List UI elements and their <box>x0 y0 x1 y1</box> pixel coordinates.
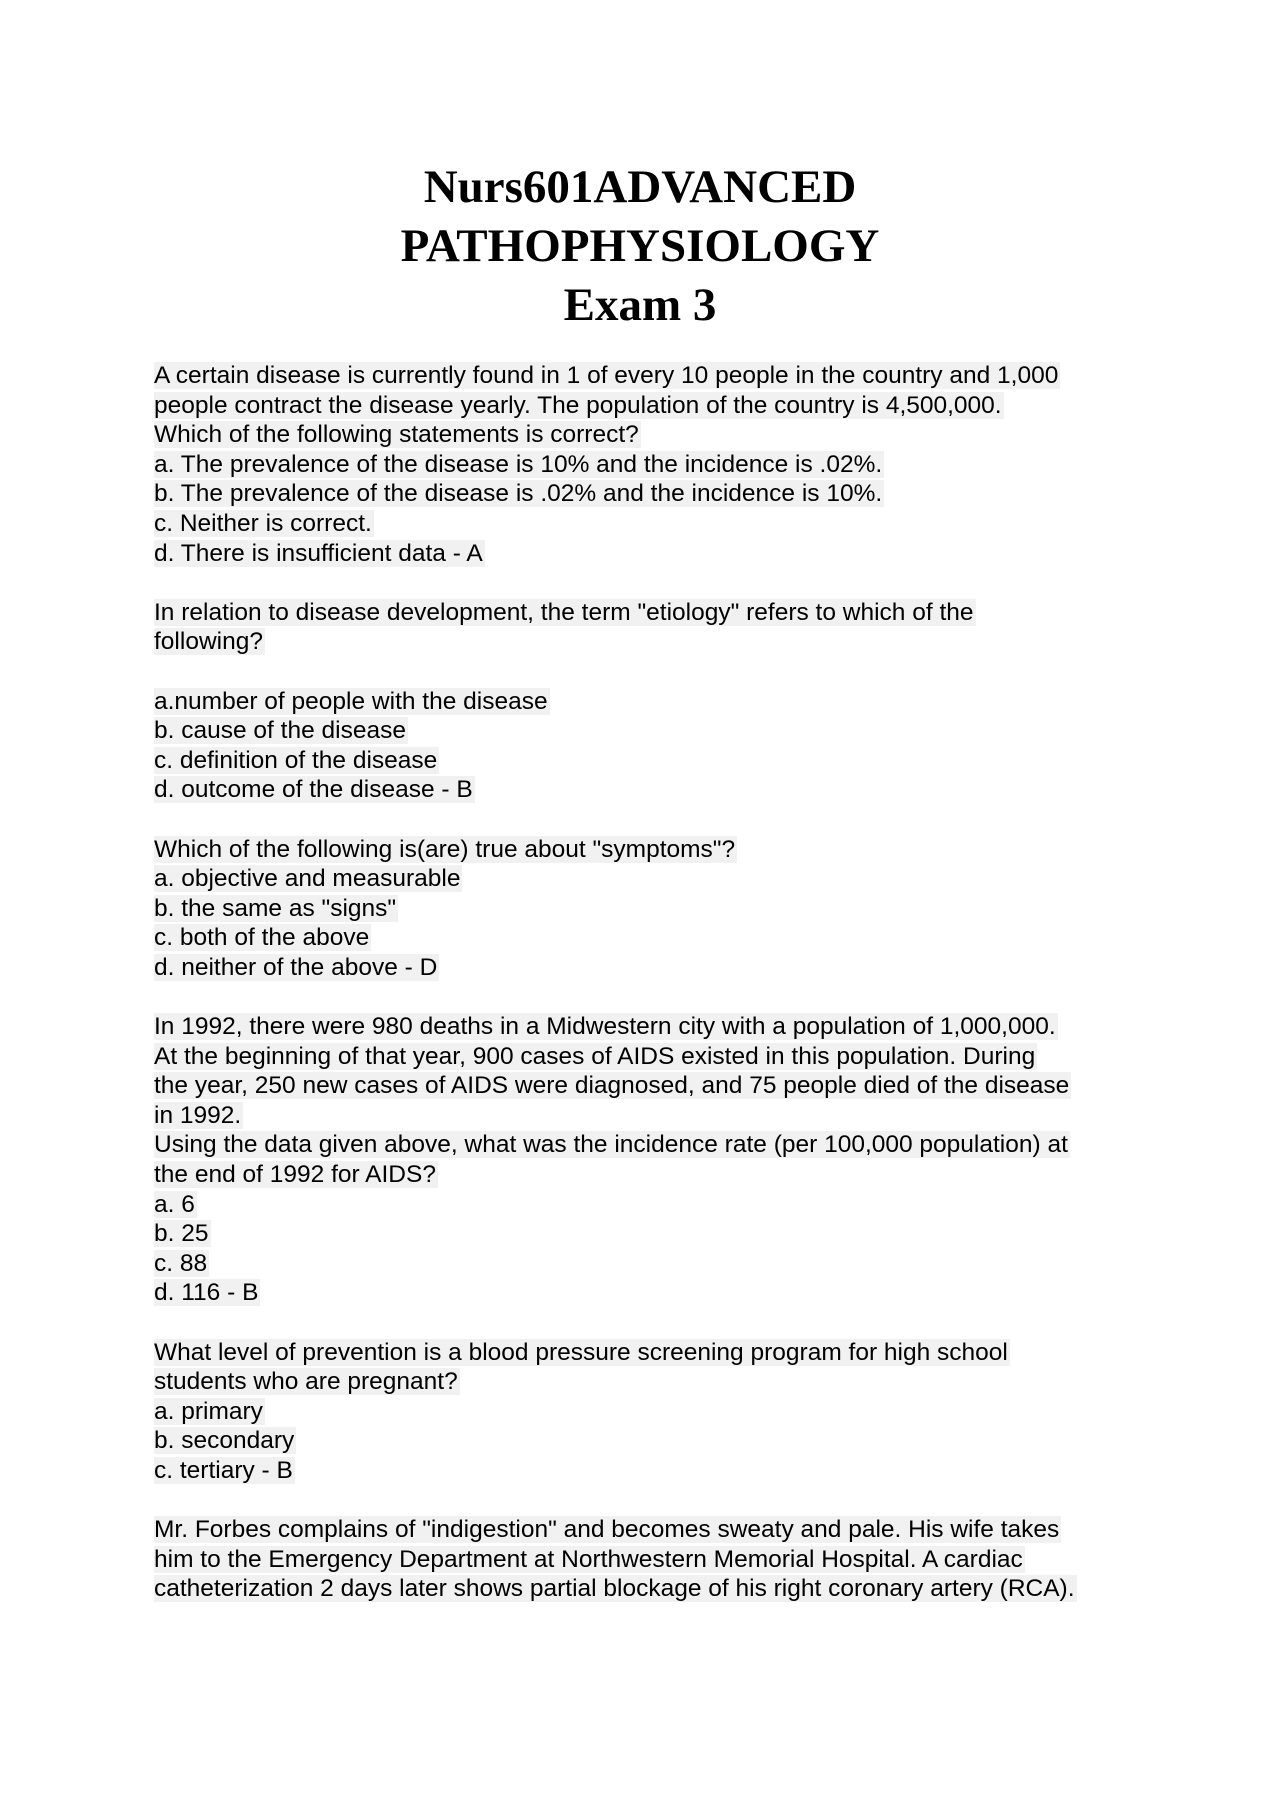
answer-option: b. secondary <box>154 1427 295 1455</box>
answer-option: c. 88 <box>154 1249 208 1277</box>
question-text-line: In relation to disease development, the term "etiology" refers to which of the <box>154 598 974 626</box>
question-text-line: him to the Emergency Department at Northwestern Memorial Hospital. A cardiac <box>154 1545 1023 1573</box>
answer-option: b. the same as "signs" <box>154 894 397 922</box>
question-text-line: At the beginning of that year, 900 cases of AIDS existed in this population. During <box>154 1042 1036 1070</box>
question-text-line: catheterization 2 days later shows partial blockage of his right coronary artery (RCA). <box>154 1575 1075 1603</box>
spacer <box>154 1486 1154 1516</box>
question-text-line: people contract the disease yearly. The population of the country is 4,500,000. <box>154 391 1002 419</box>
spacer <box>154 982 1154 1012</box>
question-text-line: in 1992. <box>154 1101 242 1129</box>
answer-option: a. objective and measurable <box>154 865 461 893</box>
question-text-line: the year, 250 new cases of AIDS were diagnosed, and 75 people died of the disease <box>154 1072 1070 1100</box>
question-6 <box>154 1515 1154 1604</box>
document-body <box>154 361 1154 1604</box>
answer-option: d. outcome of the disease - B <box>154 776 473 804</box>
answer-option: d. There is insufficient data - A <box>154 539 483 567</box>
answer-option: a. 6 <box>154 1190 195 1218</box>
question-text-line: following? <box>154 628 263 656</box>
answer-option: d. 116 - B <box>154 1279 259 1307</box>
answer-option: b. The prevalence of the disease is .02% and the incidence is 10%. <box>154 480 883 508</box>
answer-option: b. cause of the disease <box>154 717 406 745</box>
question-2 <box>154 598 1154 805</box>
spacer <box>154 568 1154 598</box>
document-title <box>0 158 1280 335</box>
answer-option: c. tertiary - B <box>154 1456 293 1484</box>
question-5 <box>154 1338 1154 1486</box>
answer-option: a.number of people with the disease <box>154 687 548 715</box>
spacer <box>154 657 1154 687</box>
question-text-line: the end of 1992 for AIDS? <box>154 1161 436 1189</box>
question-1 <box>154 361 1154 568</box>
title-line-2: PATHOPHYSIOLOGY <box>400 220 880 272</box>
question-4 <box>154 1012 1154 1308</box>
title-line-3: Exam 3 <box>563 279 717 331</box>
question-3 <box>154 835 1154 983</box>
question-text-line: Which of the following is(are) true about "symptoms"? <box>154 835 736 863</box>
question-text-line: Using the data given above, what was the incidence rate (per 100,000 population) at <box>154 1131 1068 1159</box>
answer-option: c. both of the above <box>154 924 370 952</box>
answer-option: b. 25 <box>154 1220 209 1248</box>
spacer <box>154 805 1154 835</box>
question-text-line: students who are pregnant? <box>154 1368 458 1396</box>
question-text-line: What level of prevention is a blood pressure screening program for high school <box>154 1338 1008 1366</box>
question-text-line: Mr. Forbes complains of "indigestion" and becomes sweaty and pale. His wife takes <box>154 1516 1060 1544</box>
question-text-line: Which of the following statements is correct? <box>154 421 639 449</box>
question-text-line: A certain disease is currently found in 1 of every 10 people in the country and 1,000 <box>154 362 1059 389</box>
answer-option: c. definition of the disease <box>154 746 438 774</box>
spacer <box>154 1308 1154 1338</box>
title-line-1: Nurs601ADVANCED <box>423 161 857 213</box>
answer-option: c. Neither is correct. <box>154 509 372 537</box>
question-text-line: In 1992, there were 980 deaths in a Midwestern city with a population of 1,000,000. <box>154 1013 1056 1041</box>
answer-option: a. The prevalence of the disease is 10% and the incidence is .02%. <box>154 450 883 478</box>
answer-option: a. primary <box>154 1397 263 1425</box>
answer-option: d. neither of the above - D <box>154 953 438 981</box>
